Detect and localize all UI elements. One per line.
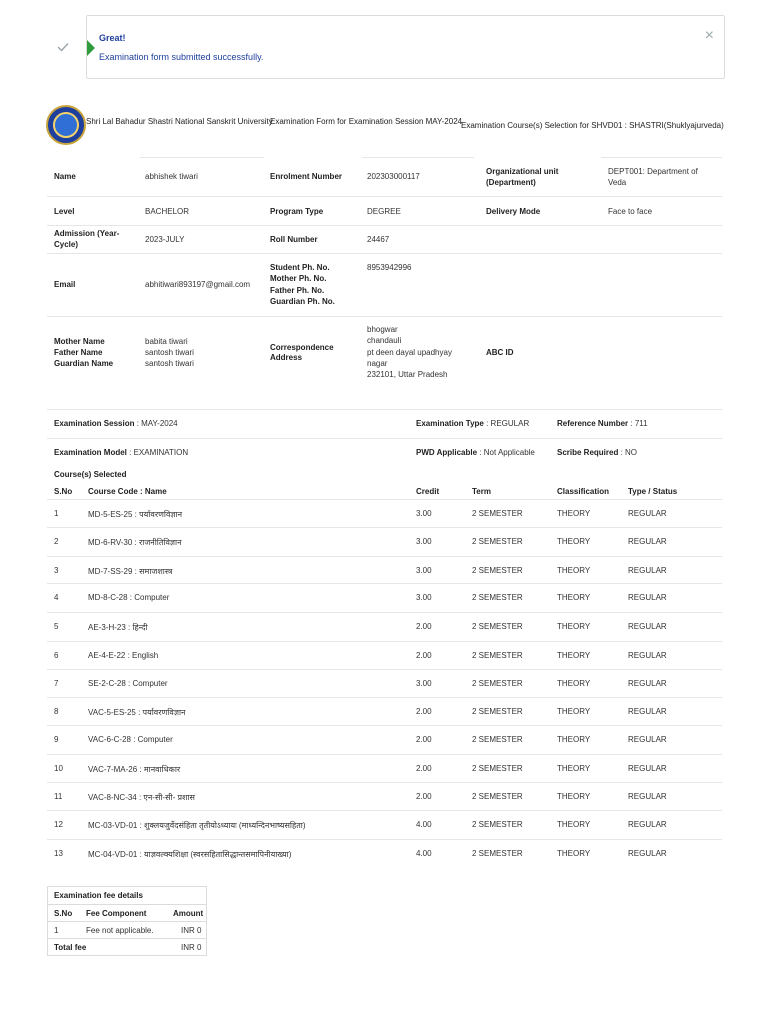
delivery-mode-value: Face to face [608,207,653,216]
course-sno: 10 [54,764,63,773]
course-name: VAC-6-C-28 : Computer [88,735,173,744]
exam-model-label: Examination Model [54,448,127,457]
admission-label-2: Cycle) [54,240,79,249]
course-classification: THEORY [557,537,591,546]
pwd-applicable: PWD Applicable : Not Applicable [416,448,535,457]
course-name: SE-2-C-28 : Computer [88,679,168,688]
course-selection-title: Examination Course(s) Selection for SHVD01 : SHASTRI(Shuklyajurveda) [461,121,724,130]
guardian-name-value: santosh tiwari [145,359,194,368]
course-classification: THEORY [557,509,591,518]
course-term: 2 SEMESTER [472,622,523,631]
course-name: VAC-7-MA-26 : मानवाधिकार [88,765,181,774]
success-alert [86,15,725,79]
course-sno: 9 [54,735,59,744]
course-credit: 2.00 [416,651,432,660]
course-name: VAC-8-NC-34 : एन-सी-सी- प्रशास [88,793,195,802]
course-name: VAC-5-ES-25 : पर्यावरणविज्ञान [88,708,186,717]
alert-message: Examination form submitted successfully. [99,52,264,62]
course-sno: 5 [54,622,59,631]
course-status: REGULAR [628,764,667,773]
email-label: Email [54,280,76,289]
scribe-required: Scribe Required : NO [557,448,638,457]
course-sno: 7 [54,679,59,688]
org-value: DEPT001: Department of [608,167,698,176]
course-term: 2 SEMESTER [472,849,523,858]
course-status: REGULAR [628,679,667,688]
name-label: Name [54,172,76,181]
course-term: 2 SEMESTER [472,792,523,801]
fee-total-label: Total fee [54,943,87,952]
fee-row [48,921,206,938]
course-name: MD-5-ES-25 : पर्यावरणविज्ञान [88,510,183,519]
course-sno: 6 [54,651,59,660]
course-classification: THEORY [557,593,591,602]
program-type-value: DEGREE [367,207,401,216]
course-name: MD-7-SS-29 : समाजशास्त्र [88,567,173,576]
alert-arrow-icon [87,40,95,56]
course-credit: 4.00 [416,820,432,829]
course-status: REGULAR [628,509,667,518]
admission-label: Admission (Year- [54,229,120,238]
course-credit: 4.00 [416,849,432,858]
fee-col-sno: S.No [54,909,73,918]
course-classification: THEORY [557,566,591,575]
fee-row-amount: INR 0 [181,926,202,935]
form-title: Examination Form for Examination Session MAY-2024 [270,117,463,126]
course-name: MD-6-RV-30 : राजनीतिविज्ञान [88,538,182,547]
course-credit: 3.00 [416,509,432,518]
address-label: Correspondence [270,343,334,352]
alert-title: Great! [99,33,126,43]
exam-type-label: Examination Type [416,419,484,428]
course-classification: THEORY [557,820,591,829]
scribe-label: Scribe Required [557,448,619,457]
course-credit: 2.00 [416,735,432,744]
fee-col-amount: Amount [173,909,204,918]
col-classification: Classification [557,487,610,496]
row-divider [47,782,722,783]
row-divider [47,556,722,557]
course-sno: 11 [54,792,63,801]
course-classification: THEORY [557,792,591,801]
course-credit: 3.00 [416,566,432,575]
reference-number: Reference Number : 711 [557,419,648,428]
course-credit: 2.00 [416,792,432,801]
row-divider [47,641,722,642]
pwd-value: Not Applicable [483,448,535,457]
program-type-label: Program Type [270,207,324,216]
col-sno: S.No [54,487,73,496]
course-term: 2 SEMESTER [472,707,523,716]
guardian-name-label: Guardian Name [54,359,114,368]
course-sno: 4 [54,593,59,602]
course-credit: 3.00 [416,593,432,602]
col-credit: Credit [416,487,440,496]
name-value: abhishek tiwari [145,172,198,181]
course-status: REGULAR [628,566,667,575]
reference-value: 711 [634,419,648,428]
row-divider [47,527,722,528]
guardian-phone-label: Guardian Ph. No. [270,297,335,306]
fee-heading: Examination fee details [54,891,143,900]
course-credit: 3.00 [416,679,432,688]
level-value: BACHELOR [145,207,190,216]
org-label-2: (Department) [486,178,536,187]
course-sno: 1 [54,509,59,518]
course-term: 2 SEMESTER [472,764,523,773]
course-classification: THEORY [557,764,591,773]
address-line-2: chandauli [367,336,402,345]
org-value-2: Veda [608,178,627,187]
close-icon[interactable]: × [704,27,714,44]
course-classification: THEORY [557,651,591,660]
course-term: 2 SEMESTER [472,735,523,744]
row-divider [47,583,722,584]
course-status: REGULAR [628,849,667,858]
course-credit: 2.00 [416,764,432,773]
fee-total-row [48,938,206,955]
abc-id-label: ABC ID [486,348,514,357]
course-term: 2 SEMESTER [472,537,523,546]
course-status: REGULAR [628,537,667,546]
university-logo [46,105,86,145]
course-status: REGULAR [628,735,667,744]
row-divider [47,839,722,840]
father-name-label: Father Name [54,348,103,357]
course-term: 2 SEMESTER [472,509,523,518]
mother-name-value: babita tiwari [145,337,188,346]
course-name: AE-4-E-22 : English [88,651,159,660]
col-term: Term [472,487,491,496]
exam-type: Examination Type : REGULAR [416,419,530,428]
course-name: MD-8-C-28 : Computer [88,593,170,602]
exam-model: Examination Model : EXAMINATION [54,448,189,457]
mother-phone-label: Mother Ph. No. [270,274,327,283]
course-status: REGULAR [628,622,667,631]
fee-heading-row [48,887,206,904]
course-name: MC-03-VD-01 : शुक्लयजुर्वेदसंहिता तृतीयोऽध्यायः (माध्यन्दिनभाष्यसहिता) [88,821,306,830]
scribe-value: NO [625,448,638,457]
father-name-value: santosh tiwari [145,348,194,357]
address-line-4: nagar [367,359,388,368]
reference-label: Reference Number [557,419,629,428]
fee-table [47,886,207,956]
course-status: REGULAR [628,820,667,829]
course-sno: 2 [54,537,59,546]
fee-total-amount: INR 0 [181,943,202,952]
address-line-5: 232101, Uttar Pradesh [367,370,448,379]
course-credit: 2.00 [416,622,432,631]
course-term: 2 SEMESTER [472,820,523,829]
exam-session-value: MAY-2024 [141,419,178,428]
course-credit: 2.00 [416,707,432,716]
row-divider [47,697,722,698]
roll-number-label: Roll Number [270,235,318,244]
exam-model-value: EXAMINATION [133,448,189,457]
student-phone-value: 8953942996 [367,263,412,272]
check-icon [56,40,70,54]
course-classification: THEORY [557,849,591,858]
course-sno: 3 [54,566,59,575]
course-term: 2 SEMESTER [472,651,523,660]
fee-row-sno: 1 [54,926,59,935]
student-phone-label: Student Ph. No. [270,263,330,272]
university-name: Shri Lal Bahadur Shastri National Sanskrit University [86,117,273,126]
level-label: Level [54,207,75,216]
course-sno: 13 [54,849,63,858]
course-term: 2 SEMESTER [472,566,523,575]
course-sno: 12 [54,820,63,829]
row-divider [47,725,722,726]
row-divider [47,612,722,613]
course-status: REGULAR [628,593,667,602]
row-divider [47,499,722,500]
fee-row-component: Fee not applicable. [86,926,154,935]
father-phone-label: Father Ph. No. [270,286,325,295]
course-classification: THEORY [557,707,591,716]
course-name: AE-3-H-23 : हिन्दी [88,623,148,632]
course-status: REGULAR [628,651,667,660]
enrolment-value: 202303000117 [367,172,420,181]
address-label-2: Address [270,353,303,362]
row-divider [47,810,722,811]
course-credit: 3.00 [416,537,432,546]
email-value: abhitiwari893197@gmail.com [145,280,251,289]
course-classification: THEORY [557,622,591,631]
course-name: MC-04-VD-01 : याज्ञवल्क्यशिक्षा (स्वरसहितासिद्धान्तसमापिनीयाख्या) [88,850,292,859]
delivery-mode-label: Delivery Mode [486,207,541,216]
exam-session: Examination Session : MAY-2024 [54,419,178,428]
course-classification: THEORY [557,735,591,744]
course-status: REGULAR [628,707,667,716]
fee-header-row [48,904,206,921]
course-classification: THEORY [557,679,591,688]
fee-col-component: Fee Component [86,909,147,918]
admission-value: 2023-JULY [145,235,185,244]
course-status: REGULAR [628,792,667,801]
pwd-label: PWD Applicable [416,448,478,457]
enrolment-label: Enrolment Number [270,172,343,181]
row-divider [47,669,722,670]
course-term: 2 SEMESTER [472,679,523,688]
exam-session-label: Examination Session [54,419,135,428]
roll-number-value: 24467 [367,235,390,244]
course-sno: 8 [54,707,59,716]
address-line-3: pt deen dayal upadhyay [367,348,452,357]
courses-heading: Course(s) Selected [54,470,127,479]
org-label: Organizational unit [486,167,559,176]
col-course: Course Code : Name [88,487,167,496]
row-divider [47,754,722,755]
mother-name-label: Mother Name [54,337,105,346]
address-line-1: bhogwar [367,325,398,334]
col-status: Type / Status [628,487,678,496]
exam-type-value: REGULAR [490,419,530,428]
course-term: 2 SEMESTER [472,593,523,602]
